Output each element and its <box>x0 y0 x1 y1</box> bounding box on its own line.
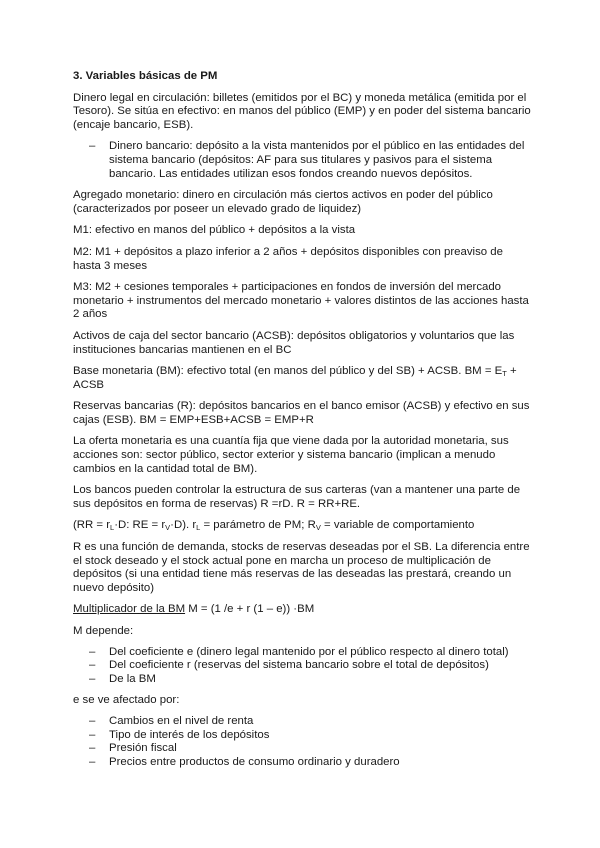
list-item <box>73 756 533 770</box>
paragraph-oferta-monetaria: La oferta monetaria es una cuantía fija que viene dada por la autoridad monetaria, sus acciones son: sector público, sector exterior y sistema bancario (implican a menudo cambios en la cantidad total de BM). <box>73 435 509 475</box>
rr-text-a: (RR = r <box>73 519 111 532</box>
dash-bullet: – <box>89 672 96 685</box>
dash-bullet: – <box>89 645 96 658</box>
section-heading: 3. Variables básicas de PM <box>73 70 218 82</box>
paragraph-dinero-legal: Dinero legal en circulación: billetes (emitidos por el BC) y moneda metálica (emitida por el Tesoro). Se sitúa en efectivo: en manos del público (EMP) y en poder del sistema bancario (encaje bancario, ESB). <box>73 91 531 131</box>
rr-text-d: = parámetro de PM; R <box>200 519 316 532</box>
list-item-text: Del coeficiente r (reservas del sistema bancario sobre el total de depósitos) <box>109 659 489 672</box>
rr-sub-2: V <box>165 523 171 533</box>
list-item <box>73 659 533 673</box>
dash-bullet: – <box>89 728 96 741</box>
paragraph-acsb: Activos de caja del sector bancario (ACSB): depósitos obligatorios y voluntarios que las instituciones bancarias mantienen en el BC <box>73 329 515 356</box>
list-item <box>73 715 533 729</box>
afectado-list <box>73 715 533 769</box>
rr-text-c: ·D). r <box>170 519 197 532</box>
rr-text-b: ·D: RE = r <box>114 519 166 532</box>
list-item <box>73 742 533 756</box>
dash-bullet: – <box>89 755 96 768</box>
paragraph-agregado-monetario: Agregado monetario: dinero en circulación más ciertos activos en poder del público (caracterizados por poseer un elevado grado de liquidez) <box>73 189 493 215</box>
bm-text-after: + ACSB <box>73 365 517 391</box>
multiplicador-formula: M = (1 /e + r (1 – e)) ·BM <box>185 603 315 616</box>
dash-bullet: – <box>89 714 96 727</box>
paragraph-reservas: Reservas bancarias (R): depósitos bancarios en el banco emisor (ACSB) y efectivo en sus cajas (ESB). BM = EMP+ESB+ACSB = EMP+R <box>73 400 530 426</box>
list-item <box>73 140 533 181</box>
list-item-text: Tipo de interés de los depósitos <box>109 728 270 741</box>
m-depende-list <box>73 646 533 687</box>
list-item <box>73 729 533 743</box>
list-item-text: Dinero bancario: depósito a la vista mantenidos por el público en las entidades del sistema bancario (depósitos: AF para sus titulares y pasivos para el sistema bancario. Las entidades utilizan esos fondos creando nuevos depósitos. <box>109 140 525 180</box>
paragraph-funcion-demanda: R es una función de demanda, stocks de reservas deseadas por el SB. La diferencia entre el stock deseado y el stock actual pone en marcha un proceso de multiplicación de depósitos (si una entidad tiene más reservas de las deseadas las prestará, creando un nuevo depósito) <box>73 541 530 594</box>
paragraph-m1: M1: efectivo en manos del público + depósitos a la vista <box>73 224 356 237</box>
list-item-text: Del coeficiente e (dinero legal mantenido por el público respecto al dinero total) <box>109 645 509 658</box>
list-item-text: De la BM <box>109 672 156 685</box>
rr-text-e: = variable de comportamiento <box>320 519 475 532</box>
paragraph-m3: M3: M2 + cesiones temporales + participaciones en fondos de inversión del mercado monetario + instrumentos del mercado monetario + valores distintos de las acciones hasta 2 años <box>73 281 529 321</box>
paragraph-m2: M2: M1 + depósitos a plazo inferior a 2 años + depósitos disponibles con preaviso de hasta 3 meses <box>73 245 503 272</box>
paragraph-multiplicador <box>73 603 533 617</box>
dash-bullet: – <box>89 140 96 153</box>
multiplicador-label: Multiplicador de la BM <box>73 603 186 616</box>
list-item-text: Cambios en el nivel de renta <box>109 714 254 727</box>
rr-sub-4: V <box>315 523 321 533</box>
list-item <box>73 673 533 687</box>
paragraph-base-monetaria <box>73 365 533 392</box>
list-item-text: Precios entre productos de consumo ordinario y duradero <box>109 755 400 768</box>
paragraph-afectado: e se ve afectado por: <box>73 694 180 707</box>
bm-text-before: Base monetaria (BM): efectivo total (en manos del público y del SB) + ACSB. BM = E <box>73 365 503 378</box>
dash-bullet: – <box>89 742 96 755</box>
paragraph-bancos: Los bancos pueden controlar la estructura de sus carteras (van a mantener una parte de sus depósitos en forma de reservas) R =rD. R = RR+RE. <box>73 484 521 510</box>
list-item-text: Presión fiscal <box>109 742 177 755</box>
rr-sub-3: L <box>196 523 201 533</box>
dash-bullet: – <box>89 659 96 672</box>
paragraph-rr-re <box>73 519 533 533</box>
paragraph-m-depende: M depende: <box>73 625 134 637</box>
dinero-bancario-list <box>73 140 533 181</box>
list-item <box>73 646 533 660</box>
bm-subscript: T <box>502 369 507 379</box>
document-page <box>73 70 533 777</box>
rr-sub-1: L <box>110 523 115 533</box>
